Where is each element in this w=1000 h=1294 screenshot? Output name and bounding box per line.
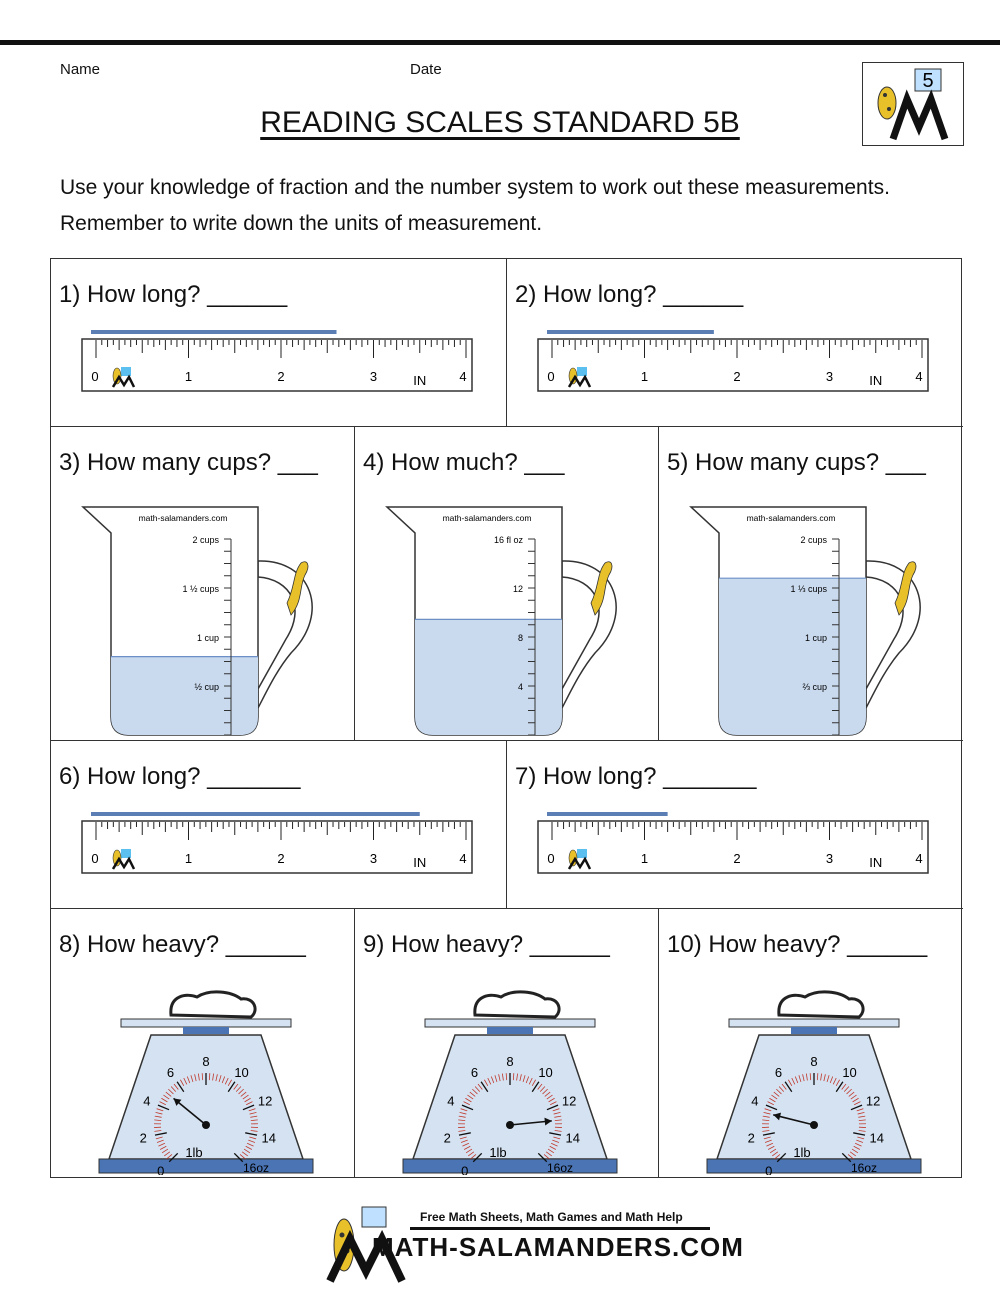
dial-unit-oz: 16oz xyxy=(242,1161,270,1175)
question-2 xyxy=(507,259,963,427)
weighed-object xyxy=(475,992,559,1017)
question-label: 9) How heavy? ______ xyxy=(363,931,610,958)
dial-unit-lb: 1lb xyxy=(793,1145,811,1160)
dial-number: 8 xyxy=(810,1054,818,1069)
ruler xyxy=(79,809,499,889)
jug-handle xyxy=(562,561,616,708)
svg-text:5: 5 xyxy=(922,70,934,92)
dial-number: 2 xyxy=(139,1130,147,1146)
dial-unit-oz: 16oz xyxy=(850,1161,878,1175)
scale-stem xyxy=(791,1027,837,1034)
ruler-number: 0 xyxy=(547,851,555,866)
weighing-scale xyxy=(395,975,625,1175)
dial-number: 0 xyxy=(461,1163,469,1175)
ruler-number: 3 xyxy=(369,369,378,384)
measured-bar xyxy=(91,812,420,816)
jug-mark-label: ⅔ cup xyxy=(802,682,827,692)
ruler xyxy=(535,327,955,407)
footer-tagline: Free Math Sheets, Math Games and Math Help xyxy=(420,1210,683,1224)
question-9 xyxy=(355,909,659,1177)
scale-stem xyxy=(487,1027,533,1034)
question-label: 2) How long? ______ xyxy=(515,281,744,308)
ruler xyxy=(535,809,955,889)
ruler-number: 0 xyxy=(91,851,99,866)
dial-number: 14 xyxy=(565,1130,581,1146)
weighed-object xyxy=(171,992,255,1017)
dial-number: 2 xyxy=(747,1130,755,1146)
question-label: 4) How much? ___ xyxy=(363,449,565,476)
dial-number: 4 xyxy=(143,1093,151,1109)
dial-center xyxy=(810,1121,818,1129)
jug-watermark: math-salamanders.com xyxy=(442,513,532,523)
ruler-unit: IN xyxy=(413,373,427,388)
ruler-number: 2 xyxy=(733,851,741,866)
jug-mark-label: 8 xyxy=(517,633,523,643)
ruler-unit: IN xyxy=(869,855,883,870)
ruler-number: 4 xyxy=(459,851,467,866)
dial-tick xyxy=(209,1073,210,1080)
ruler xyxy=(79,327,499,407)
question-label: 7) How long? _______ xyxy=(515,763,757,790)
weighing-scale xyxy=(91,975,321,1175)
measuring-jug xyxy=(689,503,949,743)
question-label: 3) How many cups? ___ xyxy=(59,449,318,476)
question-3 xyxy=(51,427,355,741)
dial-center xyxy=(202,1121,210,1129)
dial-number: 8 xyxy=(202,1054,210,1069)
question-label: 1) How long? ______ xyxy=(59,281,288,308)
dial-number: 0 xyxy=(157,1163,165,1175)
dial-tick xyxy=(817,1073,818,1080)
dial-unit-lb: 1lb xyxy=(489,1145,507,1160)
ruler-number: 2 xyxy=(733,369,741,384)
instructions: Use your knowledge of fraction and the number system to work out these measurements. Remember to write down the units of measurement. xyxy=(60,176,890,235)
question-label: 8) How heavy? ______ xyxy=(59,931,306,958)
logo-square xyxy=(577,849,587,858)
scale-pan xyxy=(121,1019,291,1027)
weighing-scale xyxy=(699,975,929,1175)
measured-bar xyxy=(547,330,714,334)
jug-handle xyxy=(866,561,920,708)
dial-number: 2 xyxy=(443,1130,451,1146)
scale-pan xyxy=(729,1019,899,1027)
jug-watermark: math-salamanders.com xyxy=(138,513,228,523)
ruler-number: 1 xyxy=(184,369,193,384)
dial-number: 12 xyxy=(257,1093,273,1109)
dial-number: 6 xyxy=(470,1064,479,1080)
dial-number: 8 xyxy=(506,1054,514,1069)
question-label: 6) How long? _______ xyxy=(59,763,301,790)
jug-mark-label: ½ cup xyxy=(194,682,219,692)
footer-site: MATH-SALAMANDERS.COM xyxy=(372,1232,744,1262)
water-level xyxy=(111,657,258,735)
scale-base xyxy=(707,1159,921,1173)
ruler-number: 2 xyxy=(277,851,285,866)
question-label: 5) How many cups? ___ xyxy=(667,449,926,476)
logo-square xyxy=(121,367,131,376)
scale-stem xyxy=(183,1027,229,1034)
jug-mark-label: 2 cups xyxy=(800,535,827,545)
question-10 xyxy=(659,909,963,1177)
ruler-number: 0 xyxy=(547,369,555,384)
water-level xyxy=(719,578,866,735)
scale-base xyxy=(403,1159,617,1173)
dial-number: 6 xyxy=(166,1064,175,1080)
dial-number: 10 xyxy=(538,1064,553,1080)
worksheet-title: READING SCALES STANDARD 5B xyxy=(260,106,740,139)
dial-number: 12 xyxy=(561,1093,577,1109)
dial-tick xyxy=(202,1073,203,1080)
dial-number: 4 xyxy=(447,1093,455,1109)
jug-mark-label: 16 fl oz xyxy=(493,535,523,545)
dial-number: 12 xyxy=(865,1093,881,1109)
dial-number: 14 xyxy=(869,1130,885,1146)
dial-tick xyxy=(810,1073,811,1080)
question-1 xyxy=(51,259,507,427)
jug-watermark: math-salamanders.com xyxy=(746,513,836,523)
jug-mark-label: 1 cup xyxy=(804,633,827,643)
ruler-unit: IN xyxy=(413,855,427,870)
question-4 xyxy=(355,427,659,741)
jug-mark-label: 1 ½ cups xyxy=(182,584,219,594)
dial-number: 6 xyxy=(774,1064,783,1080)
name-label: Name xyxy=(60,61,101,78)
measured-bar xyxy=(91,330,337,334)
question-6 xyxy=(51,741,507,909)
jug-mark-label: 12 xyxy=(512,584,523,594)
ruler-unit: IN xyxy=(869,373,883,388)
dial-number: 10 xyxy=(234,1064,249,1080)
logo-square xyxy=(121,849,131,858)
dial-tick xyxy=(513,1073,514,1080)
dial-number: 0 xyxy=(765,1163,773,1175)
dial-center xyxy=(506,1121,514,1129)
ruler-number: 3 xyxy=(825,369,834,384)
question-label: 10) How heavy? ______ xyxy=(667,931,928,958)
measuring-jug xyxy=(81,503,341,743)
ruler-number: 1 xyxy=(640,369,649,384)
top-rule xyxy=(0,40,1000,45)
jug-mark-label: 1 ⅓ cups xyxy=(790,584,827,594)
jug-mark-label: 2 cups xyxy=(192,535,219,545)
logo-square xyxy=(577,367,587,376)
question-7 xyxy=(507,741,963,909)
ruler-number: 3 xyxy=(825,851,834,866)
jug-handle xyxy=(258,561,312,708)
jug-mark-label: 1 cup xyxy=(196,633,219,643)
weighed-object xyxy=(779,992,863,1017)
ruler-number: 4 xyxy=(459,369,467,384)
question-5 xyxy=(659,427,963,741)
ruler-number: 4 xyxy=(915,369,923,384)
jug-mark-label: 4 xyxy=(517,682,523,692)
ruler-number: 0 xyxy=(91,369,99,384)
ruler-number: 1 xyxy=(640,851,649,866)
ruler-number: 4 xyxy=(915,851,923,866)
question-8 xyxy=(51,909,355,1177)
question-grid xyxy=(50,258,962,1178)
dial-number: 10 xyxy=(842,1064,857,1080)
scale-base xyxy=(99,1159,313,1173)
water-level xyxy=(415,619,562,735)
footer-rule xyxy=(410,1227,710,1230)
ruler-number: 2 xyxy=(277,369,285,384)
dial-unit-oz: 16oz xyxy=(546,1161,574,1175)
measured-bar xyxy=(547,812,668,816)
dial-tick xyxy=(506,1073,507,1080)
dial-number: 14 xyxy=(261,1130,277,1146)
scale-pan xyxy=(425,1019,595,1027)
measuring-jug xyxy=(385,503,645,743)
ruler-number: 1 xyxy=(184,851,193,866)
dial-number: 4 xyxy=(751,1093,759,1109)
date-label: Date xyxy=(410,61,442,78)
dial-unit-lb: 1lb xyxy=(185,1145,203,1160)
ruler-number: 3 xyxy=(369,851,378,866)
